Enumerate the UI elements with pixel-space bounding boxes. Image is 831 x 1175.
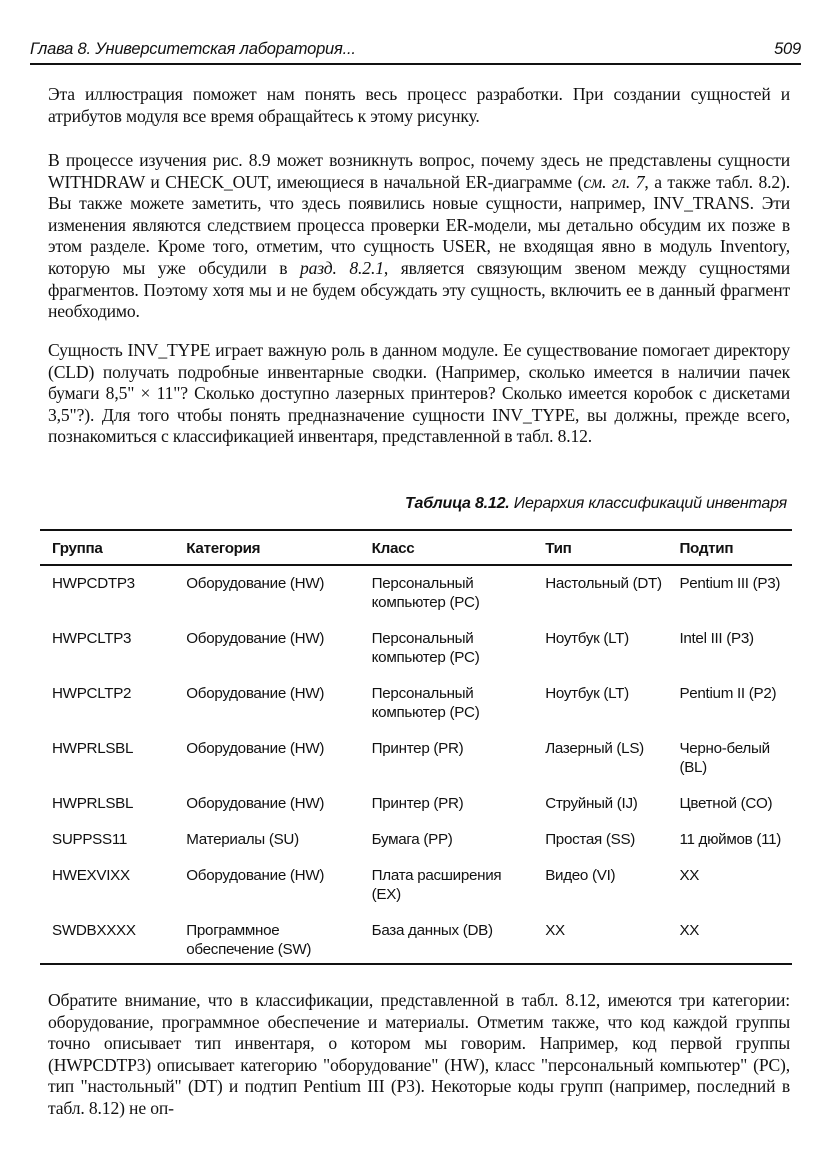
cell-group: HWPRLSBL [52,740,134,757]
text-segment: В процессе изучения рис. 8.9 может возникнуть вопрос, почему здесь не представлены сущности WITHDRAW и CHECK_OUT, имеющиеся в начальной ER-диаграмме ( [48,150,790,192]
table-header-row [40,530,792,565]
cell-subtype: XX [679,867,700,884]
page-header [30,40,801,65]
cell-type: Лазерный (LS) [545,740,644,757]
cell-type: Видео (VI) [545,867,616,884]
table-row [40,679,792,734]
cell-group: SWDBXXXX [52,922,136,939]
paragraph-inv-type: Сущность INV_TYPE играет важную роль в данном модуле. Ее существование помогает директору (CLD) получать подробные инвентарные сводки. (Например, сколько имеется в наличии пачек бумаги 8,5" × 11"? Сколько доступно лазерных принтеров? Сколько имеется коробок с дискетами 3,5"?). Для того чтобы понять предназначение сущности INV_TYPE, вы должны, прежде всего, познакомиться с классификацией инвентаря, представленной в табл. 8.12. [48,340,790,447]
cell-category: Программное обеспечение (SW) [186,922,312,958]
cell-type: Простая (SS) [545,831,636,848]
cell-group: SUPPSS11 [52,831,127,848]
table-number: Таблица 8.12. [404,495,510,512]
paragraph-classification-notes: Обратите внимание, что в классификации, представленной в табл. 8.12, имеются три категории: оборудование, программное обеспечение и материалы. Отметим также, что код каждой группы точно описывает тип инвентаря, о котором мы говорим. Например, код первой группы (HWPCDTP3) описывает категорию "оборудование" (HW), класс "персональный компьютер" (PC), тип "настольный" (DT) и подтип Pentium III (P3). Некоторые коды групп (например, последний в табл. 8.12) не оп- [48,990,790,1118]
paragraph-illustration: Эта иллюстрация поможет нам понять весь процесс разработки. При создании сущностей и атрибутов модуля все время обращайтесь к этому рисунку. [48,84,790,126]
table-row [40,734,792,789]
cell-category: Оборудование (HW) [186,867,325,884]
table-row [40,916,792,964]
column-header-class: Класс [360,530,534,565]
table-row [40,565,792,624]
text-segment: , является связующим звеном между сущностями фрагментов. Поэтому хотя мы и не будем обсуждать эту сущность, включить ее в данный фрагмент необходимо. [48,257,790,322]
paragraph-entities-question [48,150,790,323]
cell-class: База данных (DB) [371,922,493,939]
column-header-category: Категория [174,530,359,565]
cell-subtype: Intel III (P3) [679,630,754,647]
page-number: 509 [774,40,801,58]
table-row [40,825,792,861]
cell-class: Принтер (PR) [371,740,464,757]
cell-category: Оборудование (HW) [186,740,325,757]
cell-class: Плата расширения (EX) [371,867,502,903]
cell-class: Персональный компьютер (PC) [371,685,480,721]
cell-class: Бумага (PP) [371,831,453,848]
cell-class: Персональный компьютер (PC) [371,575,480,611]
cell-group: HWEXVIXX [52,867,130,884]
column-header-subtype: Подтип [667,530,792,565]
cell-category: Оборудование (HW) [186,795,325,812]
cell-category: Материалы (SU) [186,831,299,848]
table-row [40,789,792,825]
column-header-group: Группа [40,530,174,565]
cell-category: Оборудование (HW) [186,630,325,647]
cell-subtype: XX [679,922,700,939]
cell-subtype: 11 дюймов (11) [679,831,782,848]
table-title: Иерархия классификаций инвентаря [509,495,787,512]
cell-subtype: Черно-белый (BL) [679,740,770,776]
cell-subtype: Pentium II (P2) [679,685,777,702]
cell-class: Персональный компьютер (PC) [371,630,480,666]
cell-subtype: Цветной (CO) [679,795,773,812]
text-segment: , а также табл. 8.2). Вы также можете заметить, что здесь появились новые сущности, например, INV_TRANS. Эти изменения являются следствием процесса проверки ER-модели, мы детально обсудим их позже в этом разделе. Кроме того, отметим, что сущность USER, не входящая явно в модуль Inventory, которую мы уже обсудили в [48,171,790,278]
section-reference: разд. 8.2.1 [300,257,384,278]
cell-class: Принтер (PR) [371,795,464,812]
cell-group: HWPCDTP3 [52,575,135,592]
cell-type: XX [545,922,565,939]
table-caption [405,495,787,513]
inventory-classification-table [40,529,792,965]
cell-type: Ноутбук (LT) [545,685,629,702]
column-header-type: Тип [533,530,667,565]
cell-type: Настольный (DT) [545,575,662,592]
cell-subtype: Pentium III (P3) [679,575,781,592]
cell-category: Оборудование (HW) [186,575,325,592]
chapter-reference: см. гл. 7 [583,171,645,192]
table-row [40,624,792,679]
cell-group: HWPCLTP2 [52,685,132,702]
chapter-title: Глава 8. Университетская лаборатория... [30,40,356,58]
cell-type: Струйный (IJ) [545,795,638,812]
cell-type: Ноутбук (LT) [545,630,629,647]
cell-category: Оборудование (HW) [186,685,325,702]
cell-group: HWPRLSBL [52,795,134,812]
table-row [40,861,792,916]
cell-group: HWPCLTP3 [52,630,132,647]
